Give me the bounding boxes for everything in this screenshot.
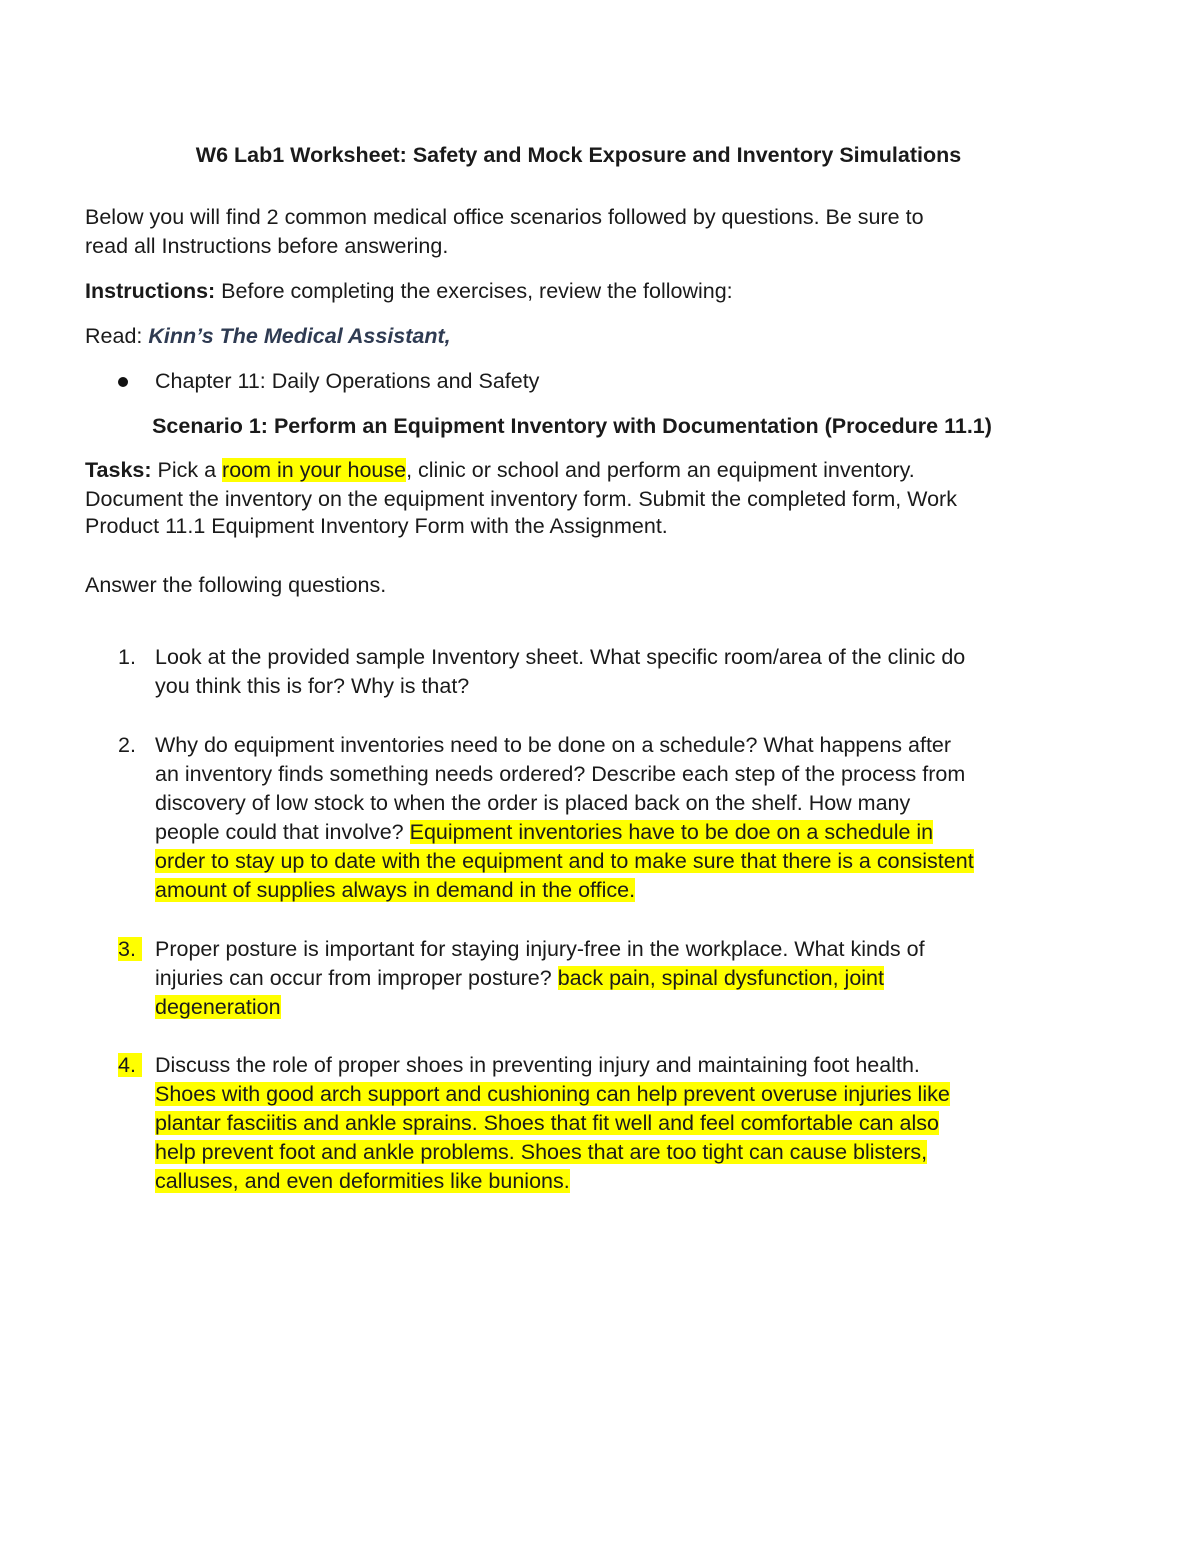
question-4-line-2 [155,1080,950,1109]
question-3-text: injuries can occur from improper posture? [155,966,558,990]
question-2-line-6 [155,876,974,905]
question-2 [155,731,974,905]
question-2-text: people could that involve? [155,820,410,844]
instructions-label: Instructions: [85,279,216,303]
question-2-line-1: Why do equipment inventories need to be done on a schedule? What happens after [155,733,952,757]
intro-line-2: read all Instructions before answering. [85,234,449,258]
question-3-line-3 [155,993,925,1022]
question-4-number-highlight: 4. [118,1053,136,1077]
question-2-number: 2. [118,733,136,757]
bullet-icon [118,377,128,387]
chapter-item: Chapter 11: Daily Operations and Safety [155,369,540,393]
question-3-line-1: Proper posture is important for staying injury-free in the workplace. What kinds of [155,937,925,961]
question-3-number-highlight: 3. [118,937,136,961]
question-1-line-2: you think this is for? Why is that? [155,674,470,698]
question-2-line-3: discovery of low stock to when the order is placed back on the shelf. How many [155,791,911,815]
answer-4-highlight: help prevent foot and ankle problems. Shoes that are too tight can cause blisters, [155,1140,928,1164]
answer-2-highlight: order to stay up to date with the equipment and to make sure that there is a consistent [155,849,974,873]
answer-4-highlight: calluses, and even deformities like bunions. [155,1169,570,1193]
scenario-heading: Scenario 1: Perform an Equipment Inventory with Documentation (Procedure 11.1) [152,414,992,438]
question-4-line-3 [155,1109,950,1138]
question-4-line-1: Discuss the role of proper shoes in preventing injury and maintaining foot health. [155,1053,920,1077]
read-label: Read: [85,324,149,348]
tasks-line-2: Document the inventory on the equipment inventory form. Submit the completed form, Work [85,487,957,511]
read-paragraph [85,322,451,351]
question-3-number [118,935,142,964]
instructions-text: Before completing the exercises, review the following: [215,279,733,303]
question-4-line-5 [155,1167,950,1196]
page-title: W6 Lab1 Worksheet: Safety and Mock Exposure and Inventory Simulations [195,143,962,167]
answer-4-highlight: Shoes with good arch support and cushioning can help prevent overuse injuries like [155,1082,950,1106]
tasks-line-3: Product 11.1 Equipment Inventory Form with the Assignment. [85,514,668,538]
question-4-line-4 [155,1138,950,1167]
question-3-line-2 [155,964,925,993]
question-1 [155,643,965,701]
question-1-line-1: Look at the provided sample Inventory sheet. What specific room/area of the clinic do [155,645,966,669]
tasks-label: Tasks: [85,458,152,482]
answer-3-highlight: degeneration [155,995,281,1019]
question-4-number [118,1051,142,1080]
intro-line-1: Below you will find 2 common medical office scenarios followed by questions. Be sure to [85,205,924,229]
tasks-line-1 [85,456,915,485]
book-title: Kinn’s The Medical Assistant, [148,324,451,348]
question-2-line-4 [155,818,974,847]
question-2-line-5 [155,847,974,876]
question-3 [155,935,925,1022]
instructions-paragraph [85,277,733,306]
answer-4-highlight: plantar fasciitis and ankle sprains. Shoes that fit well and feel comfortable can also [155,1111,939,1135]
answer-3-highlight: back pain, spinal dysfunction, joint [557,966,884,990]
question-1-number: 1. [118,645,136,669]
tasks-highlight: room in your house [222,458,407,482]
tasks-text-pre: Pick a [151,458,223,482]
answer-prompt: Answer the following questions. [85,573,387,597]
question-4 [155,1051,950,1196]
answer-2-highlight: amount of supplies always in demand in the office. [155,878,636,902]
answer-2-highlight: Equipment inventories have to be doe on a schedule in [409,820,934,844]
tasks-text-post: , clinic or school and perform an equipment inventory. [406,458,915,482]
question-2-line-2: an inventory finds something needs ordered? Describe each step of the process from [155,762,966,786]
